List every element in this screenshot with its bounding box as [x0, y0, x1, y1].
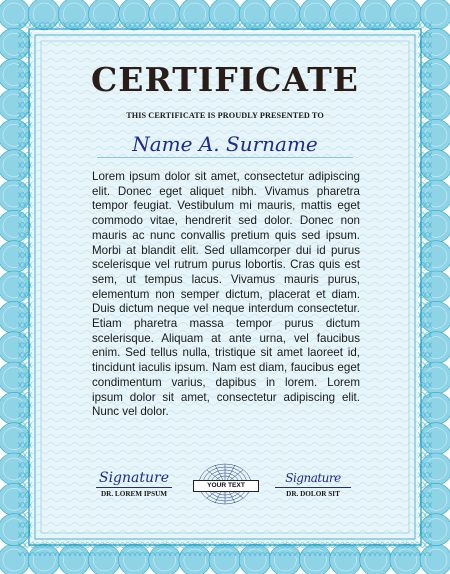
signature-right-line	[275, 487, 351, 488]
certificate-title: CERTIFICATE	[91, 60, 359, 99]
seal-label: YOUR TEXT	[193, 480, 259, 492]
signature-left-label: DR. LOREM IPSUM	[100, 490, 168, 498]
signature-left-script: Signature	[98, 470, 169, 486]
signature-right-script: Signature	[285, 471, 341, 485]
recipient-name: Name A. Surname	[132, 132, 318, 156]
signature-right-label: DR. DOLOR SIT	[286, 490, 340, 498]
signature-left-line	[96, 487, 172, 488]
signature-left	[79, 470, 189, 498]
certificate-body: Lorem ipsum dolor sit amet, consectetur adipiscing elit. Donec eget aliquet nibh. Vivamus pharetra tempor feugiat. Vestibulum mi mauris, mattis eget commodo vitae, hendrerit sed dolor. Donec non mauris ac nunc convallis pretium quis sed ipsum. Morbi at blandit elit. Sed ullamcorper dui id purus scelerisque vel rutrum purus lobortis. Cras quis est sem, ut tempus lacus. Vivamus mauris purus, elementum non semper dictum, placerat et diam. Duis dictum neque vel neque interdum consectetur. Etiam pharetra massa tempor purus dictum scelerisque. Aliquam at ante urna, vel faucibus enim. Sed tellus nulla, tristique sit amet laoreet id, tincidunt iaculis ipsum. Nam est diam, faucibus eget condimentum varius, dapibus in lorem. Lorem ipsum dolor sit amet, consectetur adipiscing elit. Nunc vel dolor.	[92, 170, 360, 419]
name-underline	[97, 157, 353, 158]
certificate-subtitle: THIS CERTIFICATE IS PROUDLY PRESENTED TO	[126, 111, 324, 120]
signature-right	[258, 470, 368, 498]
